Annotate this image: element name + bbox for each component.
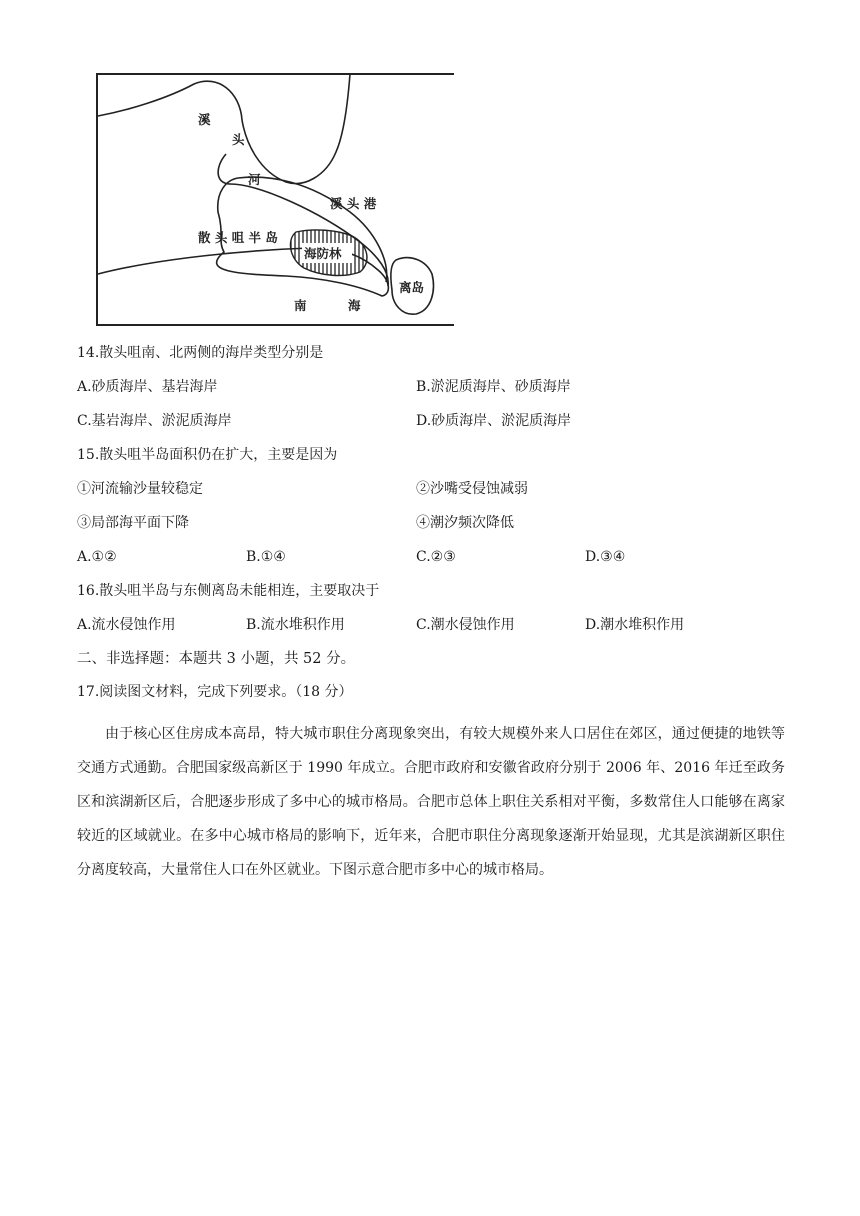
question-16-option-a: A.流水侵蚀作用	[77, 617, 176, 633]
question-16-option-c: C.潮水侵蚀作用	[416, 617, 515, 633]
question-14-option-d: D.砂质海岸、淤泥质海岸	[416, 413, 572, 429]
label-peninsula: 散 头 咀 半 岛	[198, 230, 278, 245]
question-15-statement-3: ③局部海平面下降	[77, 515, 189, 531]
coast-map	[90, 72, 456, 328]
label-he: 河	[248, 172, 261, 187]
north-coastline	[98, 74, 350, 184]
question-14-stem: 14.散头咀南、北两侧的海岸类型分别是	[77, 345, 324, 361]
question-16-stem: 16.散头咀半岛与东侧离岛未能相连，主要取决于	[77, 583, 380, 599]
label-island: 离岛	[399, 280, 425, 295]
coast-map-svg	[90, 72, 456, 328]
question-15-option-d: D.③④	[585, 549, 626, 565]
label-nan: 南	[294, 298, 307, 313]
question-15-option-c: C.②③	[416, 549, 456, 565]
section-2-heading: 二、非选择题：本题共 3 小题，共 52 分。	[77, 651, 356, 667]
label-xi: 溪	[198, 112, 211, 127]
label-harbor: 溪 头 港	[330, 196, 377, 211]
question-16-option-b: B.流水堆积作用	[246, 617, 345, 633]
question-15-option-a: A.①②	[77, 549, 117, 565]
question-14-option-c: C.基岩海岸、淤泥质海岸	[77, 413, 232, 429]
question-17-stem: 17.阅读图文材料，完成下列要求。（18 分）	[77, 684, 353, 700]
question-15-option-b: B.①④	[246, 549, 286, 565]
question-17-material: 由于核心区住房成本高昂，特大城市职住分离现象突出，有较大规模外来人口居住在郊区，通过便捷的地铁等交通方式通勤。合肥国家级高新区于 1990 年成立。合肥市政府和安徽省政府分别于 2006 年、2016 年迁至政务区和滨湖新区后，合肥逐步形成了多中心的城市格局。合肥市总体上职住关系相对平衡，多数常住人口能够在离家较近的区域就业。在多中心城市格局的影响下，近年来，合肥市职住分离现象逐渐开始显现，尤其是滨湖新区职住分离度较高，大量常住人口在外区就业。下图示意合肥市多中心的城市格局。	[77, 726, 785, 878]
question-15-stem: 15.散头咀半岛面积仍在扩大，主要是因为	[77, 447, 338, 463]
question-15-statement-1: ①河流输沙量较稳定	[77, 481, 203, 497]
question-14-option-b: B.淤泥质海岸、砂质海岸	[416, 379, 571, 395]
question-15-statement-2: ②沙嘴受侵蚀减弱	[416, 481, 528, 497]
question-16-option-d: D.潮水堆积作用	[585, 617, 685, 633]
question-15-statement-4: ④潮汐频次降低	[416, 515, 514, 531]
label-forest: 海防林	[304, 246, 342, 261]
question-14-option-a: A.砂质海岸、基岩海岸	[77, 379, 218, 395]
label-tou: 头	[232, 132, 245, 147]
label-hai: 海	[348, 298, 361, 313]
